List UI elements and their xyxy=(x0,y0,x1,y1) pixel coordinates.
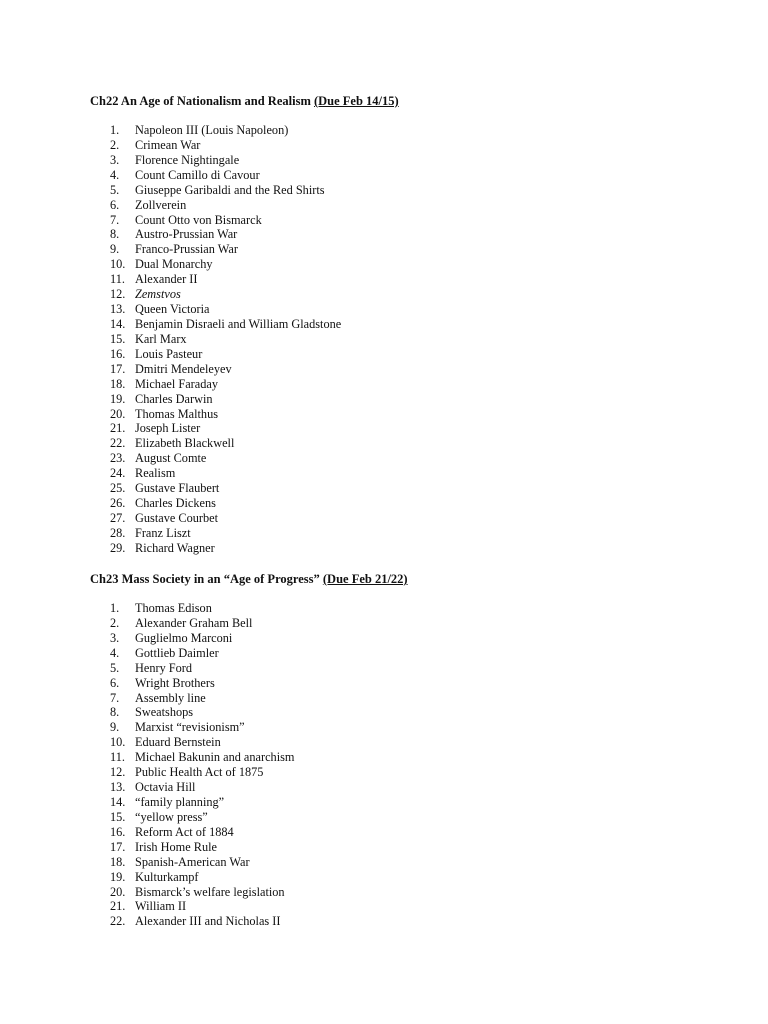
list-item-number: 19. xyxy=(110,391,126,406)
list-item xyxy=(110,705,294,720)
list-item-number: 17. xyxy=(110,361,126,376)
list-item-text: Alexander II xyxy=(135,272,198,287)
list-item-number: 28. xyxy=(110,525,126,540)
list-item xyxy=(110,914,294,929)
list-item xyxy=(110,287,341,302)
list-item-text: Karl Marx xyxy=(135,331,187,346)
list-item-text: Dmitri Mendeleyev xyxy=(135,361,232,376)
section-heading xyxy=(90,571,730,587)
list-item xyxy=(110,421,341,436)
list-item-number: 19. xyxy=(110,869,126,884)
list-item-number: 14. xyxy=(110,794,126,809)
list-item-number: 2. xyxy=(110,615,120,630)
list-item-text: Michael Bakunin and anarchism xyxy=(135,750,295,765)
list-item xyxy=(110,855,294,870)
list-item-number: 10. xyxy=(110,735,126,750)
list-item-text: Queen Victoria xyxy=(135,302,210,317)
list-item-number: 29. xyxy=(110,540,126,555)
list-item-text: Bismarck’s welfare legislation xyxy=(135,884,285,899)
list-item-text: Henry Ford xyxy=(135,660,193,675)
list-item-number: 27. xyxy=(110,510,126,525)
list-item-text: Realism xyxy=(135,466,176,481)
list-item xyxy=(110,810,294,825)
list-item-text: Zollverein xyxy=(135,197,187,212)
list-item-number: 20. xyxy=(110,884,126,899)
list-item-number: 7. xyxy=(110,690,120,705)
due-date: (Due Feb 14/15) xyxy=(313,94,399,108)
list-item-number: 8. xyxy=(110,227,120,242)
list-item-text: Irish Home Rule xyxy=(135,839,217,854)
list-item-text: Gustave Flaubert xyxy=(135,481,220,496)
list-item xyxy=(110,466,341,481)
list-item xyxy=(110,870,294,885)
list-item-text: Guglielmo Marconi xyxy=(135,630,233,645)
list-item-number: 11. xyxy=(110,750,125,765)
list-item xyxy=(110,183,341,198)
list-item-number: 2. xyxy=(110,137,120,152)
list-item-number: 4. xyxy=(110,645,120,660)
list-item-number: 6. xyxy=(110,197,120,212)
section-heading xyxy=(90,93,730,109)
list-item-text: Napoleon III (Louis Napoleon) xyxy=(135,123,289,137)
list-item-number: 1. xyxy=(110,601,120,615)
list-item xyxy=(110,153,341,168)
list-item xyxy=(110,317,341,332)
list-item-text: August Comte xyxy=(135,451,207,466)
list-item xyxy=(110,123,341,138)
list-item-text: Charles Darwin xyxy=(135,391,213,406)
list-item xyxy=(110,795,294,810)
list-item-text: Count Otto von Bismarck xyxy=(135,212,262,227)
list-item-number: 12. xyxy=(110,765,126,780)
list-item xyxy=(110,780,294,795)
list-item-text: Michael Faraday xyxy=(135,376,218,391)
list-item-text: Gottlieb Daimler xyxy=(135,645,219,660)
list-item xyxy=(110,646,294,661)
list-item-number: 5. xyxy=(110,182,120,197)
list-item-text: Louis Pasteur xyxy=(135,346,203,361)
list-item xyxy=(110,899,294,914)
list-item-text: “family planning” xyxy=(135,794,225,809)
list-item-number: 3. xyxy=(110,630,120,645)
list-item xyxy=(110,138,341,153)
list-item-number: 3. xyxy=(110,152,120,167)
list-item-number: 21. xyxy=(110,899,126,914)
list-item-text: Dual Monarchy xyxy=(135,257,213,272)
list-item xyxy=(110,227,341,242)
list-item-text: Crimean War xyxy=(135,137,201,152)
list-item-number: 1. xyxy=(110,123,120,137)
list-item xyxy=(110,198,341,213)
list-item xyxy=(110,691,294,706)
list-item-number: 15. xyxy=(110,809,126,824)
list-item-number: 22. xyxy=(110,436,126,451)
due-date: (Due Feb 21/22) xyxy=(322,572,408,586)
list-item xyxy=(110,407,341,422)
term-list xyxy=(110,123,341,556)
list-item-number: 12. xyxy=(110,287,126,302)
list-item-number: 24. xyxy=(110,466,126,481)
list-item xyxy=(110,257,341,272)
section-title: Ch23 Mass Society in an “Age of Progress” xyxy=(90,572,320,586)
list-item-text: Assembly line xyxy=(135,690,206,705)
list-item xyxy=(110,213,341,228)
list-item xyxy=(110,840,294,855)
list-item-text: Reform Act of 1884 xyxy=(135,824,234,839)
list-item xyxy=(110,676,294,691)
list-item-number: 26. xyxy=(110,496,126,511)
list-item-text: Gustave Courbet xyxy=(135,510,218,525)
list-item-text: Charles Dickens xyxy=(135,496,216,511)
list-item-number: 16. xyxy=(110,824,126,839)
list-item-text: William II xyxy=(135,899,187,914)
list-item xyxy=(110,735,294,750)
list-item-text: Giuseppe Garibaldi and the Red Shirts xyxy=(135,182,325,197)
list-item-number: 11. xyxy=(110,272,125,287)
list-item xyxy=(110,332,341,347)
list-item-number: 23. xyxy=(110,451,126,466)
list-item xyxy=(110,750,294,765)
list-item-text: Count Camillo di Cavour xyxy=(135,167,260,182)
list-item-number: 7. xyxy=(110,212,120,227)
list-item-number: 18. xyxy=(110,854,126,869)
list-item-text: Franz Liszt xyxy=(135,525,191,540)
list-item-text: Austro-Prussian War xyxy=(135,227,238,242)
list-item-text: Franco-Prussian War xyxy=(135,242,238,257)
list-item xyxy=(110,526,341,541)
list-item-number: 14. xyxy=(110,316,126,331)
list-item-number: 13. xyxy=(110,780,126,795)
list-item-number: 9. xyxy=(110,720,120,735)
list-item-number: 5. xyxy=(110,660,120,675)
list-item xyxy=(110,541,341,556)
list-item xyxy=(110,347,341,362)
list-item xyxy=(110,631,294,646)
list-item-number: 13. xyxy=(110,302,126,317)
list-item-text: Sweatshops xyxy=(135,705,194,720)
list-item xyxy=(110,436,341,451)
list-item-text: Benjamin Disraeli and William Gladstone xyxy=(135,316,342,331)
term-list xyxy=(110,601,294,929)
list-item xyxy=(110,272,341,287)
list-item xyxy=(110,392,341,407)
list-item-number: 22. xyxy=(110,914,126,929)
list-item-number: 21. xyxy=(110,421,126,436)
list-item-text: Marxist “revisionism” xyxy=(135,720,245,735)
list-item xyxy=(110,616,294,631)
list-item-text: Public Health Act of 1875 xyxy=(135,765,264,780)
chapter-22-section xyxy=(90,93,730,555)
list-item xyxy=(110,451,341,466)
list-item-text: Joseph Lister xyxy=(135,421,201,436)
list-item xyxy=(110,481,341,496)
list-item-text: Elizabeth Blackwell xyxy=(135,436,235,451)
list-item-number: 9. xyxy=(110,242,120,257)
list-item-text: Alexander III and Nicholas II xyxy=(135,914,281,929)
list-item xyxy=(110,765,294,780)
list-item-text: Octavia Hill xyxy=(135,780,196,795)
list-item-number: 20. xyxy=(110,406,126,421)
list-item-text: Eduard Bernstein xyxy=(135,735,221,750)
list-item xyxy=(110,242,341,257)
list-item xyxy=(110,302,341,317)
list-item-number: 4. xyxy=(110,167,120,182)
list-item xyxy=(110,825,294,840)
list-item-number: 8. xyxy=(110,705,120,720)
list-item-number: 17. xyxy=(110,839,126,854)
list-item-text: Zemstvos xyxy=(135,287,181,302)
list-item xyxy=(110,720,294,735)
section-title: Ch22 An Age of Nationalism and Realism xyxy=(90,94,311,108)
list-item xyxy=(110,661,294,676)
list-item-number: 15. xyxy=(110,331,126,346)
list-item-number: 10. xyxy=(110,257,126,272)
list-item-text: Thomas Edison xyxy=(135,601,212,615)
list-item xyxy=(110,601,294,616)
list-item-number: 25. xyxy=(110,481,126,496)
chapter-23-section xyxy=(90,571,730,929)
list-item-number: 16. xyxy=(110,346,126,361)
list-item xyxy=(110,496,341,511)
list-item-text: “yellow press” xyxy=(135,809,208,824)
list-item-text: Alexander Graham Bell xyxy=(135,615,253,630)
list-item-text: Wright Brothers xyxy=(135,675,215,690)
list-item-text: Spanish-American War xyxy=(135,854,250,869)
list-item xyxy=(110,377,341,392)
list-item-text: Thomas Malthus xyxy=(135,406,218,421)
list-item-text: Florence Nightingale xyxy=(135,152,240,167)
list-item xyxy=(110,885,294,900)
list-item-number: 6. xyxy=(110,675,120,690)
list-item-text: Kulturkampf xyxy=(135,869,199,884)
list-item xyxy=(110,168,341,183)
list-item xyxy=(110,362,341,377)
list-item-number: 18. xyxy=(110,376,126,391)
list-item-text: Richard Wagner xyxy=(135,540,215,555)
list-item xyxy=(110,511,341,526)
